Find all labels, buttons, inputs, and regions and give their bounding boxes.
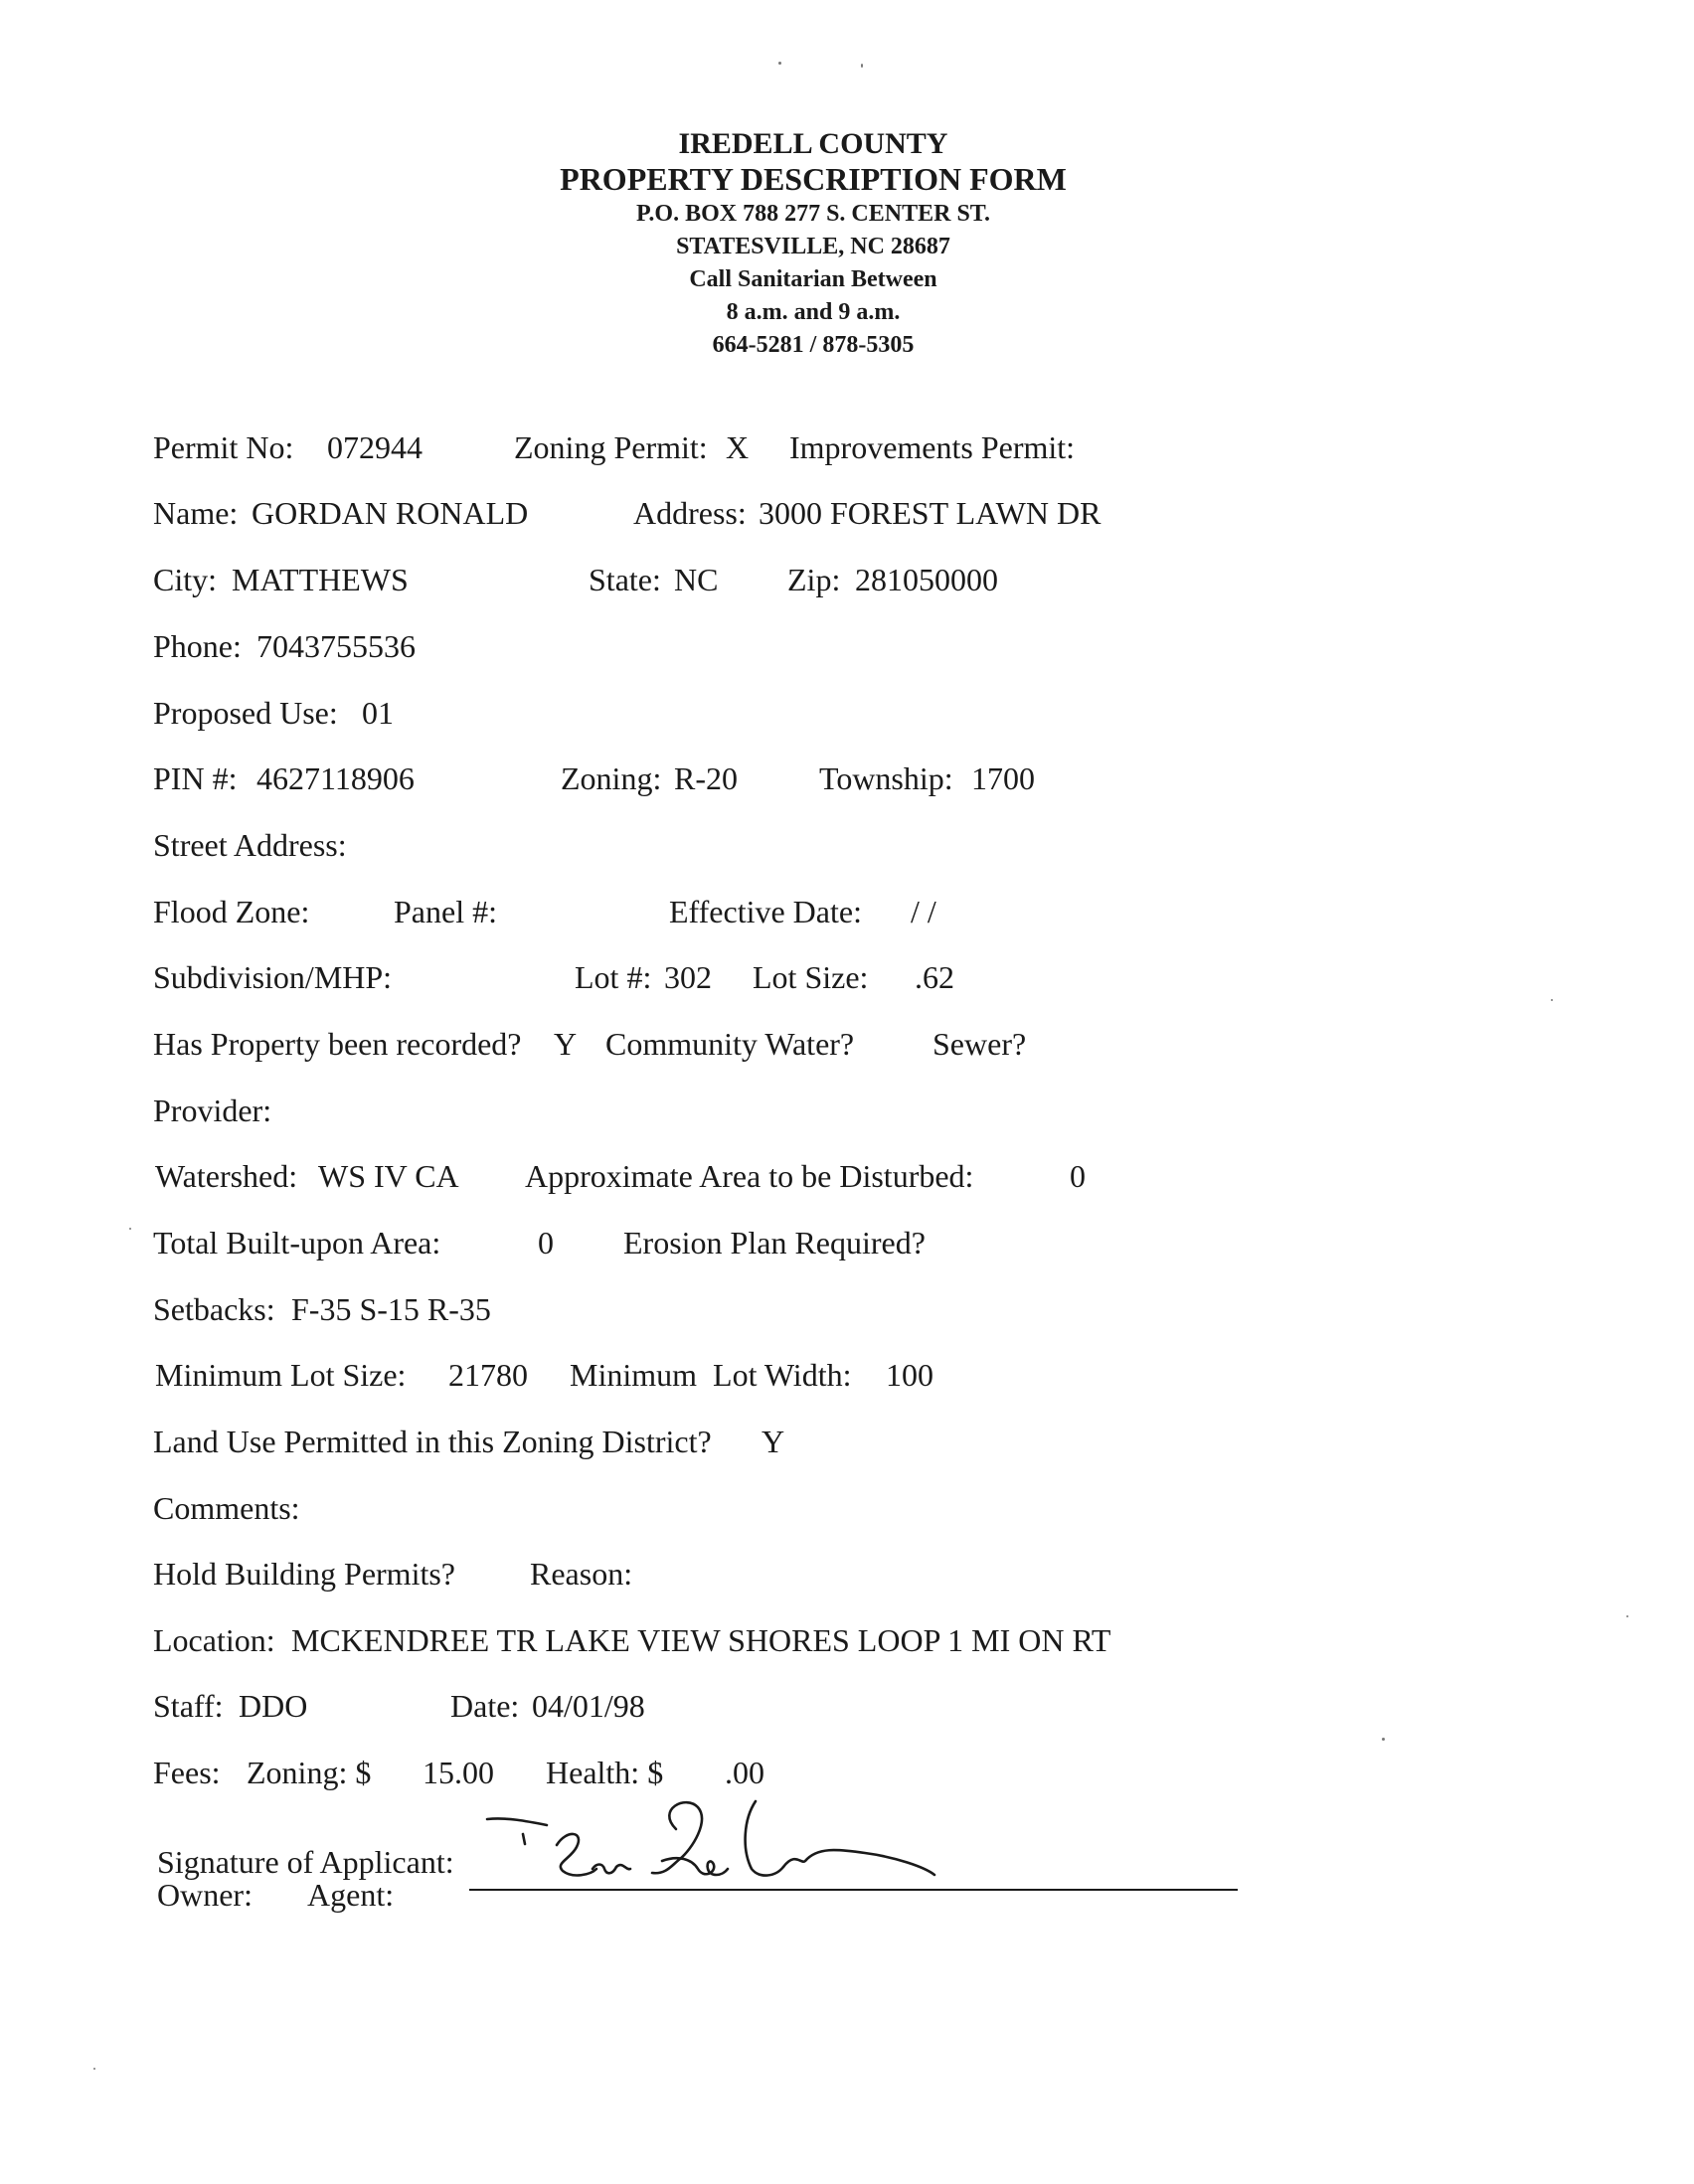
recorded-value: Y: [554, 1026, 578, 1062]
recorded-label: Has Property been recorded?: [153, 1026, 522, 1062]
date-label: Date:: [450, 1688, 520, 1724]
street-address-label: Street Address:: [153, 827, 347, 863]
date-value: 04/01/98: [532, 1688, 645, 1724]
built-upon-label: Total Built-upon Area:: [153, 1225, 441, 1260]
lot-number-value: 302: [664, 959, 712, 995]
city-label: City:: [153, 562, 218, 597]
address-label: Address:: [633, 495, 747, 531]
fees-label: Fees:: [153, 1755, 221, 1790]
flood-zone-label: Flood Zone:: [153, 894, 310, 929]
scan-speck: [129, 1228, 131, 1230]
min-lot-width-value: 100: [886, 1357, 933, 1393]
min-lot-size-label: Minimum Lot Size:: [155, 1357, 407, 1393]
effective-date-label: Effective Date:: [669, 894, 862, 929]
scan-speck: [1626, 1615, 1628, 1617]
proposed-use-value: 01: [362, 695, 394, 731]
permit-value: 072944: [327, 429, 423, 465]
zoning-label: Zoning:: [561, 760, 662, 796]
setbacks-value: F-35 S-15 R-35: [291, 1291, 491, 1327]
pin-value: 4627118906: [256, 760, 415, 796]
form-title: PROPERTY DESCRIPTION FORM: [560, 161, 1067, 197]
call-instructions: Call Sanitarian Between: [689, 266, 937, 292]
state-label: State:: [589, 562, 661, 597]
panel-label: Panel #:: [394, 894, 497, 929]
staff-label: Staff:: [153, 1688, 224, 1724]
setbacks-label: Setbacks:: [153, 1291, 275, 1327]
subdivision-label: Subdivision/MHP:: [153, 959, 393, 995]
scan-speck: [1382, 1738, 1385, 1741]
phone-label: Phone:: [153, 628, 242, 664]
built-upon-value: 0: [538, 1225, 554, 1260]
phone-numbers: 664-5281 / 878-5305: [712, 332, 915, 358]
call-hours: 8 a.m. and 9 a.m.: [726, 299, 901, 325]
effective-date-value: / /: [911, 894, 936, 929]
lot-number-label: Lot #:: [575, 959, 652, 995]
zoning-fee-label: Zoning: $: [247, 1755, 372, 1790]
area-disturbed-value: 0: [1070, 1158, 1086, 1194]
mailing-address: P.O. BOX 788 277 S. CENTER ST.: [635, 201, 991, 227]
land-use-label: Land Use Permitted in this Zoning District?: [153, 1424, 712, 1459]
state-value: NC: [674, 562, 719, 597]
pin-label: PIN #:: [153, 760, 238, 796]
comments-label: Comments:: [153, 1490, 300, 1526]
hold-permits-label: Hold Building Permits?: [153, 1556, 455, 1592]
handwritten-signature: [467, 1789, 944, 1919]
city-value: MATTHEWS: [232, 562, 409, 597]
land-use-value: Y: [762, 1424, 785, 1459]
reason-label: Reason:: [530, 1556, 633, 1592]
zip-value: 281050000: [855, 562, 998, 597]
county-name: IREDELL COUNTY: [678, 127, 948, 160]
township-label: Township:: [819, 760, 953, 796]
community-water-label: Community Water?: [605, 1026, 855, 1062]
zip-label: Zip:: [787, 562, 841, 597]
erosion-plan-label: Erosion Plan Required?: [623, 1225, 926, 1260]
permit-label: Permit No:: [153, 429, 294, 465]
sewer-label: Sewer?: [932, 1026, 1027, 1062]
scan-speck: [778, 62, 781, 65]
min-lot-width-label: Minimum Lot Width:: [570, 1357, 852, 1393]
address-value: 3000 FOREST LAWN DR: [759, 495, 1101, 531]
zoning-fee-value: 15.00: [423, 1755, 494, 1790]
improvements-permit-label: Improvements Permit:: [789, 429, 1076, 465]
provider-label: Provider:: [153, 1092, 272, 1128]
scan-speck: [861, 64, 863, 68]
proposed-use-label: Proposed Use:: [153, 695, 338, 731]
watershed-value: WS IV CA: [318, 1158, 459, 1194]
signature-label: Signature of Applicant:: [157, 1844, 454, 1880]
min-lot-size-value: 21780: [448, 1357, 528, 1393]
watershed-label: Watershed:: [155, 1158, 298, 1194]
staff-value: DDO: [239, 1688, 308, 1724]
health-fee-value: .00: [725, 1755, 764, 1790]
lot-size-label: Lot Size:: [753, 959, 869, 995]
name-value: GORDAN RONALD: [252, 495, 529, 531]
scan-speck: [93, 2068, 95, 2070]
phone-value: 7043755536: [256, 628, 416, 664]
agent-label: Agent:: [307, 1877, 395, 1913]
area-disturbed-label: Approximate Area to be Disturbed:: [525, 1158, 974, 1194]
health-fee-label: Health: $: [546, 1755, 664, 1790]
zoning-permit-label: Zoning Permit:: [514, 429, 708, 465]
owner-label: Owner:: [157, 1877, 253, 1913]
city-state-zip: STATESVILLE, NC 28687: [676, 234, 950, 259]
lot-size-value: .62: [915, 959, 954, 995]
scan-speck: [1551, 999, 1553, 1001]
township-value: 1700: [971, 760, 1035, 796]
location-value: MCKENDREE TR LAKE VIEW SHORES LOOP 1 MI ON RT: [291, 1622, 1111, 1658]
name-label: Name:: [153, 495, 239, 531]
location-label: Location:: [153, 1622, 275, 1658]
zoning-value: R-20: [674, 760, 738, 796]
zoning-permit-value: X: [726, 429, 750, 465]
